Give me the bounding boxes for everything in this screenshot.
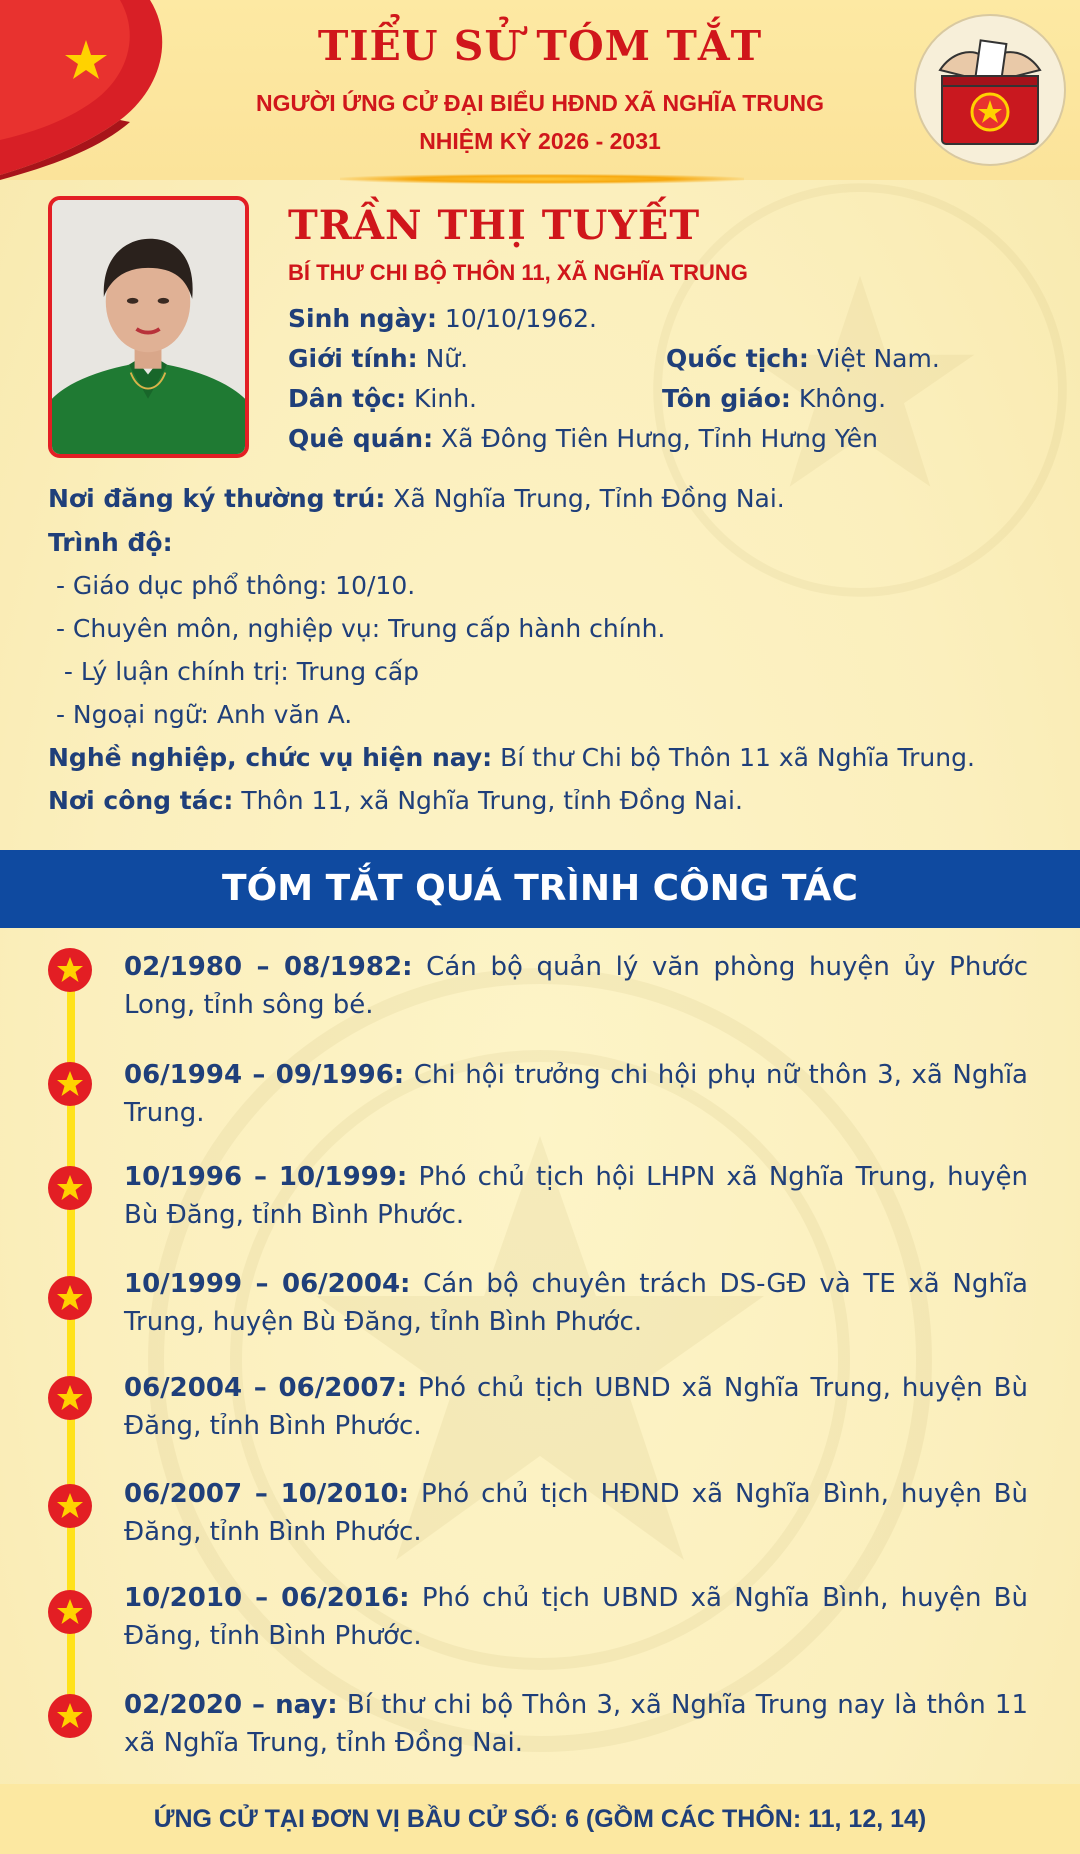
ethnicity-value: Kinh.: [406, 384, 478, 413]
red-star-icon: [48, 1484, 92, 1528]
occupation-value: Bí thư Chi bộ Thôn 11 xã Nghĩa Trung.: [492, 743, 975, 772]
residence-value: Xã Nghĩa Trung, Tỉnh Đồng Nai.: [385, 484, 785, 513]
education-row: [48, 528, 173, 557]
occupation-row: [48, 743, 975, 772]
education-item: - Ngoại ngữ: Anh văn A.: [48, 700, 353, 729]
nationality-row: [666, 344, 940, 373]
red-star-icon: [48, 948, 92, 992]
entry-period: 10/1996 – 10/1999:: [124, 1162, 408, 1192]
occupation-label: Nghề nghiệp, chức vụ hiện nay:: [48, 743, 493, 772]
hometown-label: Quê quán:: [288, 424, 434, 453]
work-history-entry: [124, 1579, 1028, 1655]
work-history-entry: [124, 1158, 1028, 1234]
work-history-heading: TÓM TẮT QUÁ TRÌNH CÔNG TÁC: [0, 850, 1080, 928]
red-star-icon: [48, 1694, 92, 1738]
ballot-box-icon: [912, 12, 1068, 168]
gender-value: Nữ.: [417, 344, 469, 373]
entry-period: 02/2020 – nay:: [124, 1690, 338, 1720]
entry-period: 06/2007 – 10/2010:: [124, 1479, 410, 1509]
entry-period: 10/2010 – 06/2016:: [124, 1583, 410, 1613]
header-divider-glow: [340, 174, 744, 184]
entry-period: 02/1980 – 08/1982:: [124, 952, 413, 982]
work-history-entry: [124, 1369, 1028, 1445]
birth-date-row: [288, 304, 597, 333]
religion-label: Tôn giáo:: [662, 384, 791, 413]
entry-period: 06/1994 – 09/1996:: [124, 1060, 405, 1090]
entry-description: Phó chủ tịch hội LHPN xã Nghĩa Trung, huyện Bù Đăng, tỉnh Bình Phước.: [124, 1162, 1028, 1230]
education-item: - Chuyên môn, nghiệp vụ: Trung cấp hành chính.: [48, 614, 666, 643]
page-subtitle: NGƯỜI ỨNG CỬ ĐẠI BIỂU HĐND XÃ NGHĨA TRUNG: [256, 90, 824, 116]
red-star-icon: [48, 1376, 92, 1420]
red-star-icon: [48, 1062, 92, 1106]
education-label: Trình độ:: [48, 528, 173, 557]
birth-date-value: 10/10/1962.: [436, 304, 597, 333]
religion-row: [662, 384, 886, 413]
nationality-value: Việt Nam.: [808, 344, 940, 373]
red-star-icon: [48, 1276, 92, 1320]
entry-description: Bí thư chi bộ Thôn 3, xã Nghĩa Trung nay là thôn 11 xã Nghĩa Trung, tỉnh Đồng Nai.: [124, 1690, 1028, 1758]
workplace-label: Nơi công tác:: [48, 786, 234, 815]
work-history-entry: [124, 948, 1028, 1024]
candidate-portrait: [48, 196, 249, 458]
electoral-unit-footer: ỨNG CỬ TẠI ĐƠN VỊ BẦU CỬ SỐ: 6 (GỒM CÁC THÔN: 11, 12, 14): [0, 1784, 1080, 1854]
residence-label: Nơi đăng ký thường trú:: [48, 484, 386, 513]
gender-label: Giới tính:: [288, 344, 418, 373]
entry-description: Phó chủ tịch UBND xã Nghĩa Bình, huyện Bù Đăng, tỉnh Bình Phước.: [124, 1583, 1028, 1651]
candidate-position: BÍ THƯ CHI BỘ THÔN 11, XÃ NGHĨA TRUNG: [288, 260, 748, 285]
work-history-entry: [124, 1056, 1028, 1132]
hometown-row: [288, 424, 878, 453]
candidate-name: TRẦN THỊ TUYẾT: [288, 202, 701, 249]
nationality-label: Quốc tịch:: [666, 344, 809, 373]
header-banner: [0, 0, 1080, 180]
religion-value: Không.: [790, 384, 887, 413]
entry-description: Phó chủ tịch UBND xã Nghĩa Trung, huyện Bù Đăng, tỉnh Bình Phước.: [124, 1373, 1028, 1441]
entry-period: 10/1999 – 06/2004:: [124, 1269, 411, 1299]
birth-date-label: Sinh ngày:: [288, 304, 437, 333]
work-history-entry: [124, 1686, 1028, 1762]
ethnicity-row: [288, 384, 477, 413]
red-star-icon: [48, 1166, 92, 1210]
residence-row: [48, 484, 785, 513]
term-subtitle: NHIỆM KỲ 2026 - 2031: [419, 128, 661, 154]
gender-row: [288, 344, 468, 373]
entry-description: Phó chủ tịch HĐND xã Nghĩa Bình, huyện Bù Đăng, tỉnh Bình Phước.: [124, 1479, 1028, 1547]
workplace-value: Thôn 11, xã Nghĩa Trung, tỉnh Đồng Nai.: [233, 786, 743, 815]
work-history-entry: [124, 1265, 1028, 1341]
education-item: - Giáo dục phổ thông: 10/10.: [48, 571, 416, 600]
entry-description: Cán bộ chuyên trách DS-GĐ và TE xã Nghĩa Trung, huyện Bù Đăng, tỉnh Bình Phước.: [124, 1269, 1028, 1337]
entry-description: Chi hội trưởng chi hội phụ nữ thôn 3, xã Nghĩa Trung.: [124, 1060, 1028, 1128]
ethnicity-label: Dân tộc:: [288, 384, 407, 413]
education-item: - Lý luận chính trị: Trung cấp: [48, 657, 420, 686]
page-title: TIỂU SỬ TÓM TẮT: [317, 22, 763, 70]
work-history-entry: [124, 1475, 1028, 1551]
red-star-icon: [48, 1590, 92, 1634]
entry-description: Cán bộ quản lý văn phòng huyện ủy Phước Long, tỉnh sông bé.: [124, 952, 1028, 1020]
hometown-value: Xã Đông Tiên Hưng, Tỉnh Hưng Yên: [433, 424, 878, 453]
entry-period: 06/2004 – 06/2007:: [124, 1373, 407, 1403]
workplace-row: [48, 786, 743, 815]
